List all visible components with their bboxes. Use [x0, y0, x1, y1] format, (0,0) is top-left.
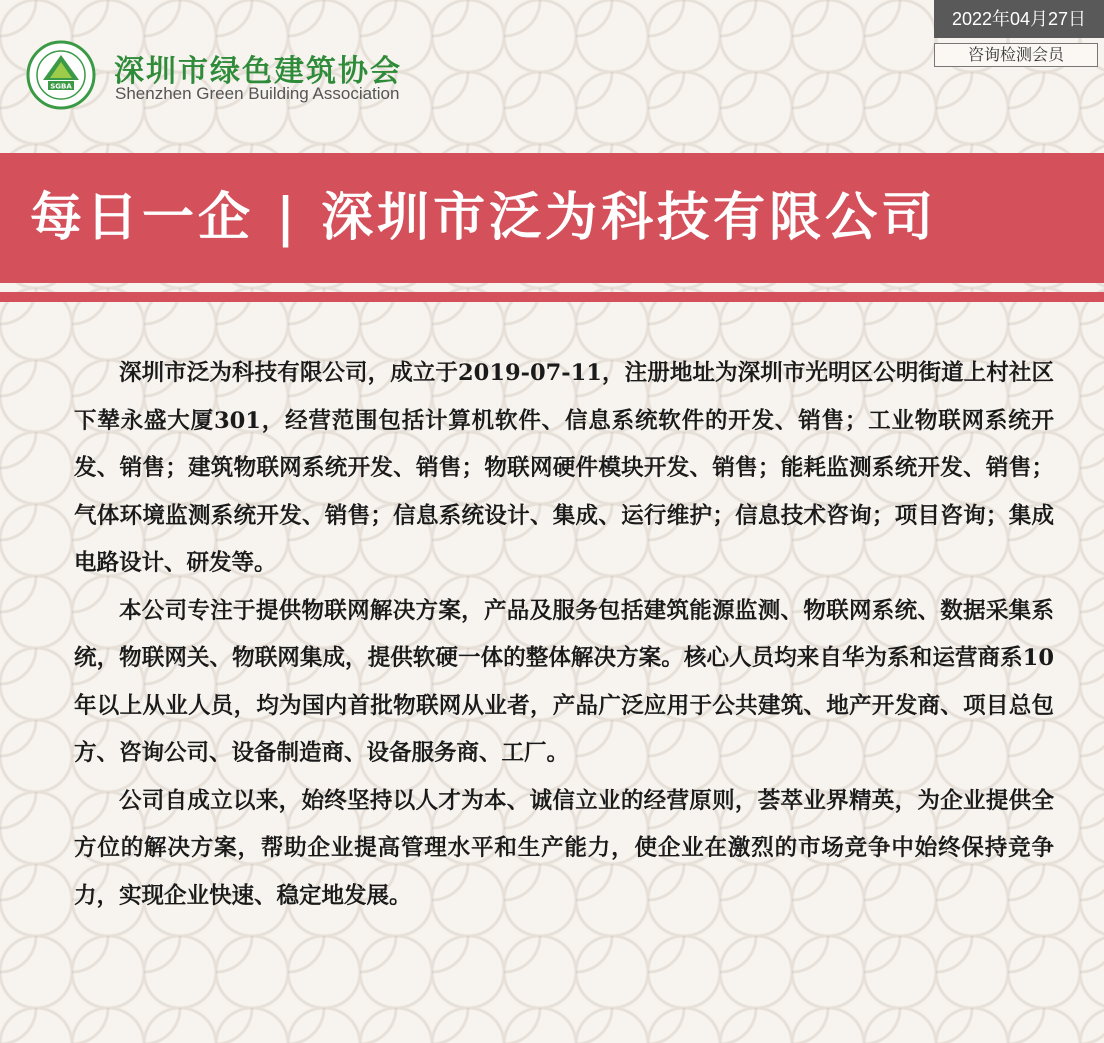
member-type-badge: 咨询检测会员: [934, 43, 1098, 67]
page-title: 每日一企 | 深圳市泛为科技有限公司: [30, 187, 938, 248]
title-banner: [0, 153, 1104, 283]
association-logo: [26, 40, 426, 110]
banner-divider: [0, 292, 1104, 302]
logo-badge-text: SGBA: [50, 82, 72, 91]
publish-date: 2022年04月27日: [934, 0, 1104, 38]
sgba-logo-icon: [26, 40, 96, 110]
article-paragraph: 本公司专注于提供物联网解决方案，产品及服务包括建筑能源监测、物联网系统、数据采集系统，物联网关、物联网集成，提供软硬一体的整体解决方案。核心人员均来自华为系和运营商系10年以上从业人员，均为国内首批物联网从业者，产品广泛应用于公共建筑、地产开发商、项目总包方、咨询公司、设备制造商、设备服务商、工厂。: [74, 597, 1054, 766]
article-body: [74, 350, 1054, 920]
org-name-en: Shenzhen Green Building Association: [115, 84, 400, 103]
org-name-cn: 深圳市绿色建筑协会: [114, 54, 402, 89]
article-paragraph: 公司自成立以来，始终坚持以人才为本、诚信立业的经营原则，荟萃业界精英，为企业提供全方位的解决方案，帮助企业提高管理水平和生产能力，使企业在激烈的市场竞争中始终保持竞争力，实现企业快速、稳定地发展。: [74, 787, 1054, 909]
article-paragraph: 深圳市泛为科技有限公司，成立于2019-07-11，注册地址为深圳市光明区公明街道上村社区下辇永盛大厦301，经营范围包括计算机软件、信息系统软件的开发、销售；工业物联网系统开发、销售；建筑物联网系统开发、销售；物联网硬件模块开发、销售；能耗监测系统开发、销售；气体环境监测系统开发、销售；信息系统设计、集成、运行维护；信息技术咨询；项目咨询；集成电路设计、研发等。: [74, 360, 1054, 576]
